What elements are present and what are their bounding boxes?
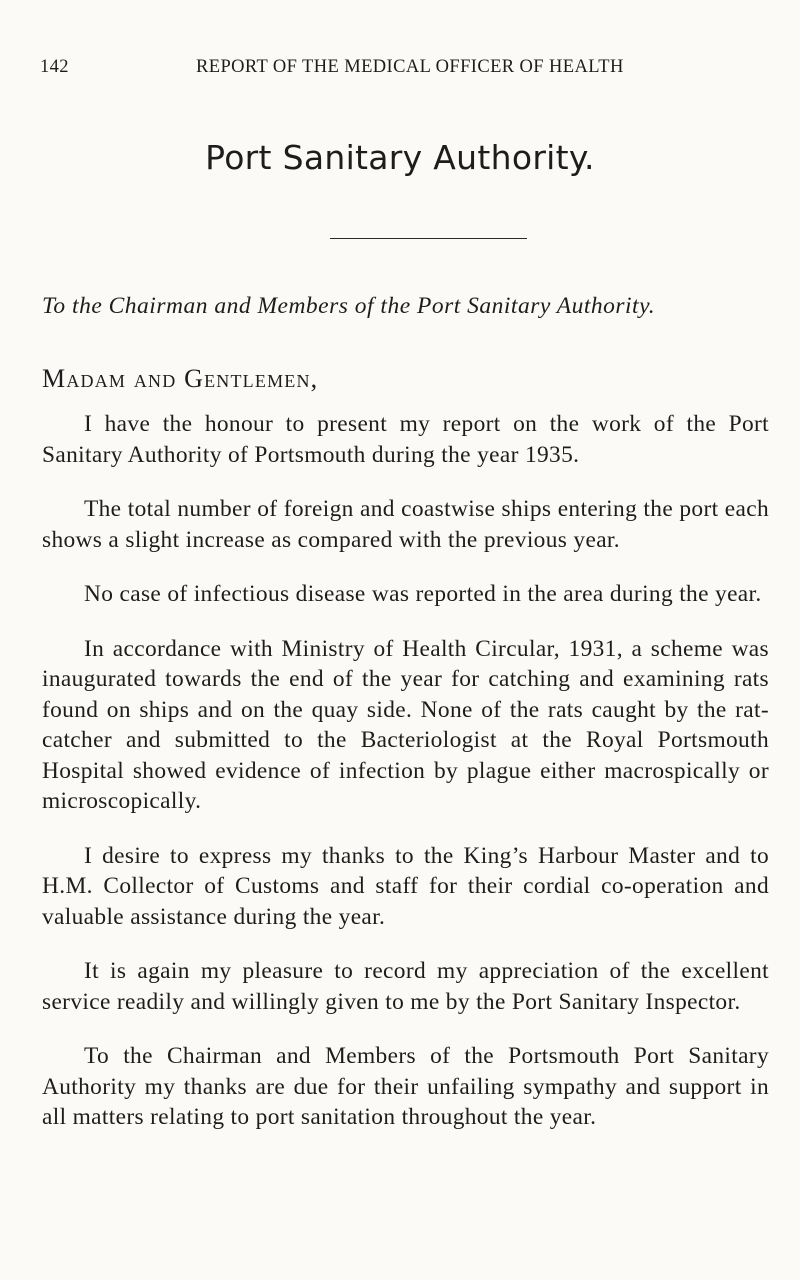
- paragraph-ships: The total number of foreign and coastwise ships entering the port each shows a slight increase as compared with the previous year.: [42, 496, 769, 553]
- running-title: REPORT OF THE MEDICAL OFFICER OF HEALTH: [196, 57, 624, 77]
- page-number: 142: [40, 57, 69, 77]
- paragraph-thanks-authority: To the Chairman and Members of the Portsmouth Port Sanitary Authority my thanks are due for their unfailing sympathy and support in all matters relating to port sanitation throughout the year.: [42, 1043, 769, 1130]
- paragraph-infectious-disease: No case of infectious disease was reported in the area during the year.: [84, 581, 762, 607]
- page-title: Port Sanitary Authority.: [205, 138, 595, 177]
- paragraph-thanks-inspector: It is again my pleasure to record my appreciation of the excellent service readily and willingly given to me by the Port Sanitary Inspector.: [42, 958, 769, 1015]
- running-header: [40, 57, 760, 81]
- salutation: Madam and Gentlemen,: [42, 364, 319, 393]
- paragraph-thanks-harbour-master: I desire to express my thanks to the King’s Harbour Master and to H.M. Collector of Customs and staff for their cordial co-operation and valuable assistance during the year.: [42, 842, 769, 930]
- address-line: To the Chairman and Members of the Port Sanitary Authority.: [42, 293, 656, 319]
- title-divider: [330, 238, 527, 239]
- paragraph-report-intro: I have the honour to present my report on the work of the Port Sanitary Authority of Portsmouth during the year 1935.: [42, 411, 769, 468]
- paragraph-rat-scheme: In accordance with Ministry of Health Circular, 1931, a scheme was inaugurated towards the end of the year for catching and examining rats found on ships and on the quay side. None of the rats caught by the rat-catcher and submitted to the Bacteriologist at the Royal Portsmouth Hospital showed evidence of infection by plague either macrospically or microscopically.: [42, 635, 769, 814]
- report-body: [42, 409, 769, 1133]
